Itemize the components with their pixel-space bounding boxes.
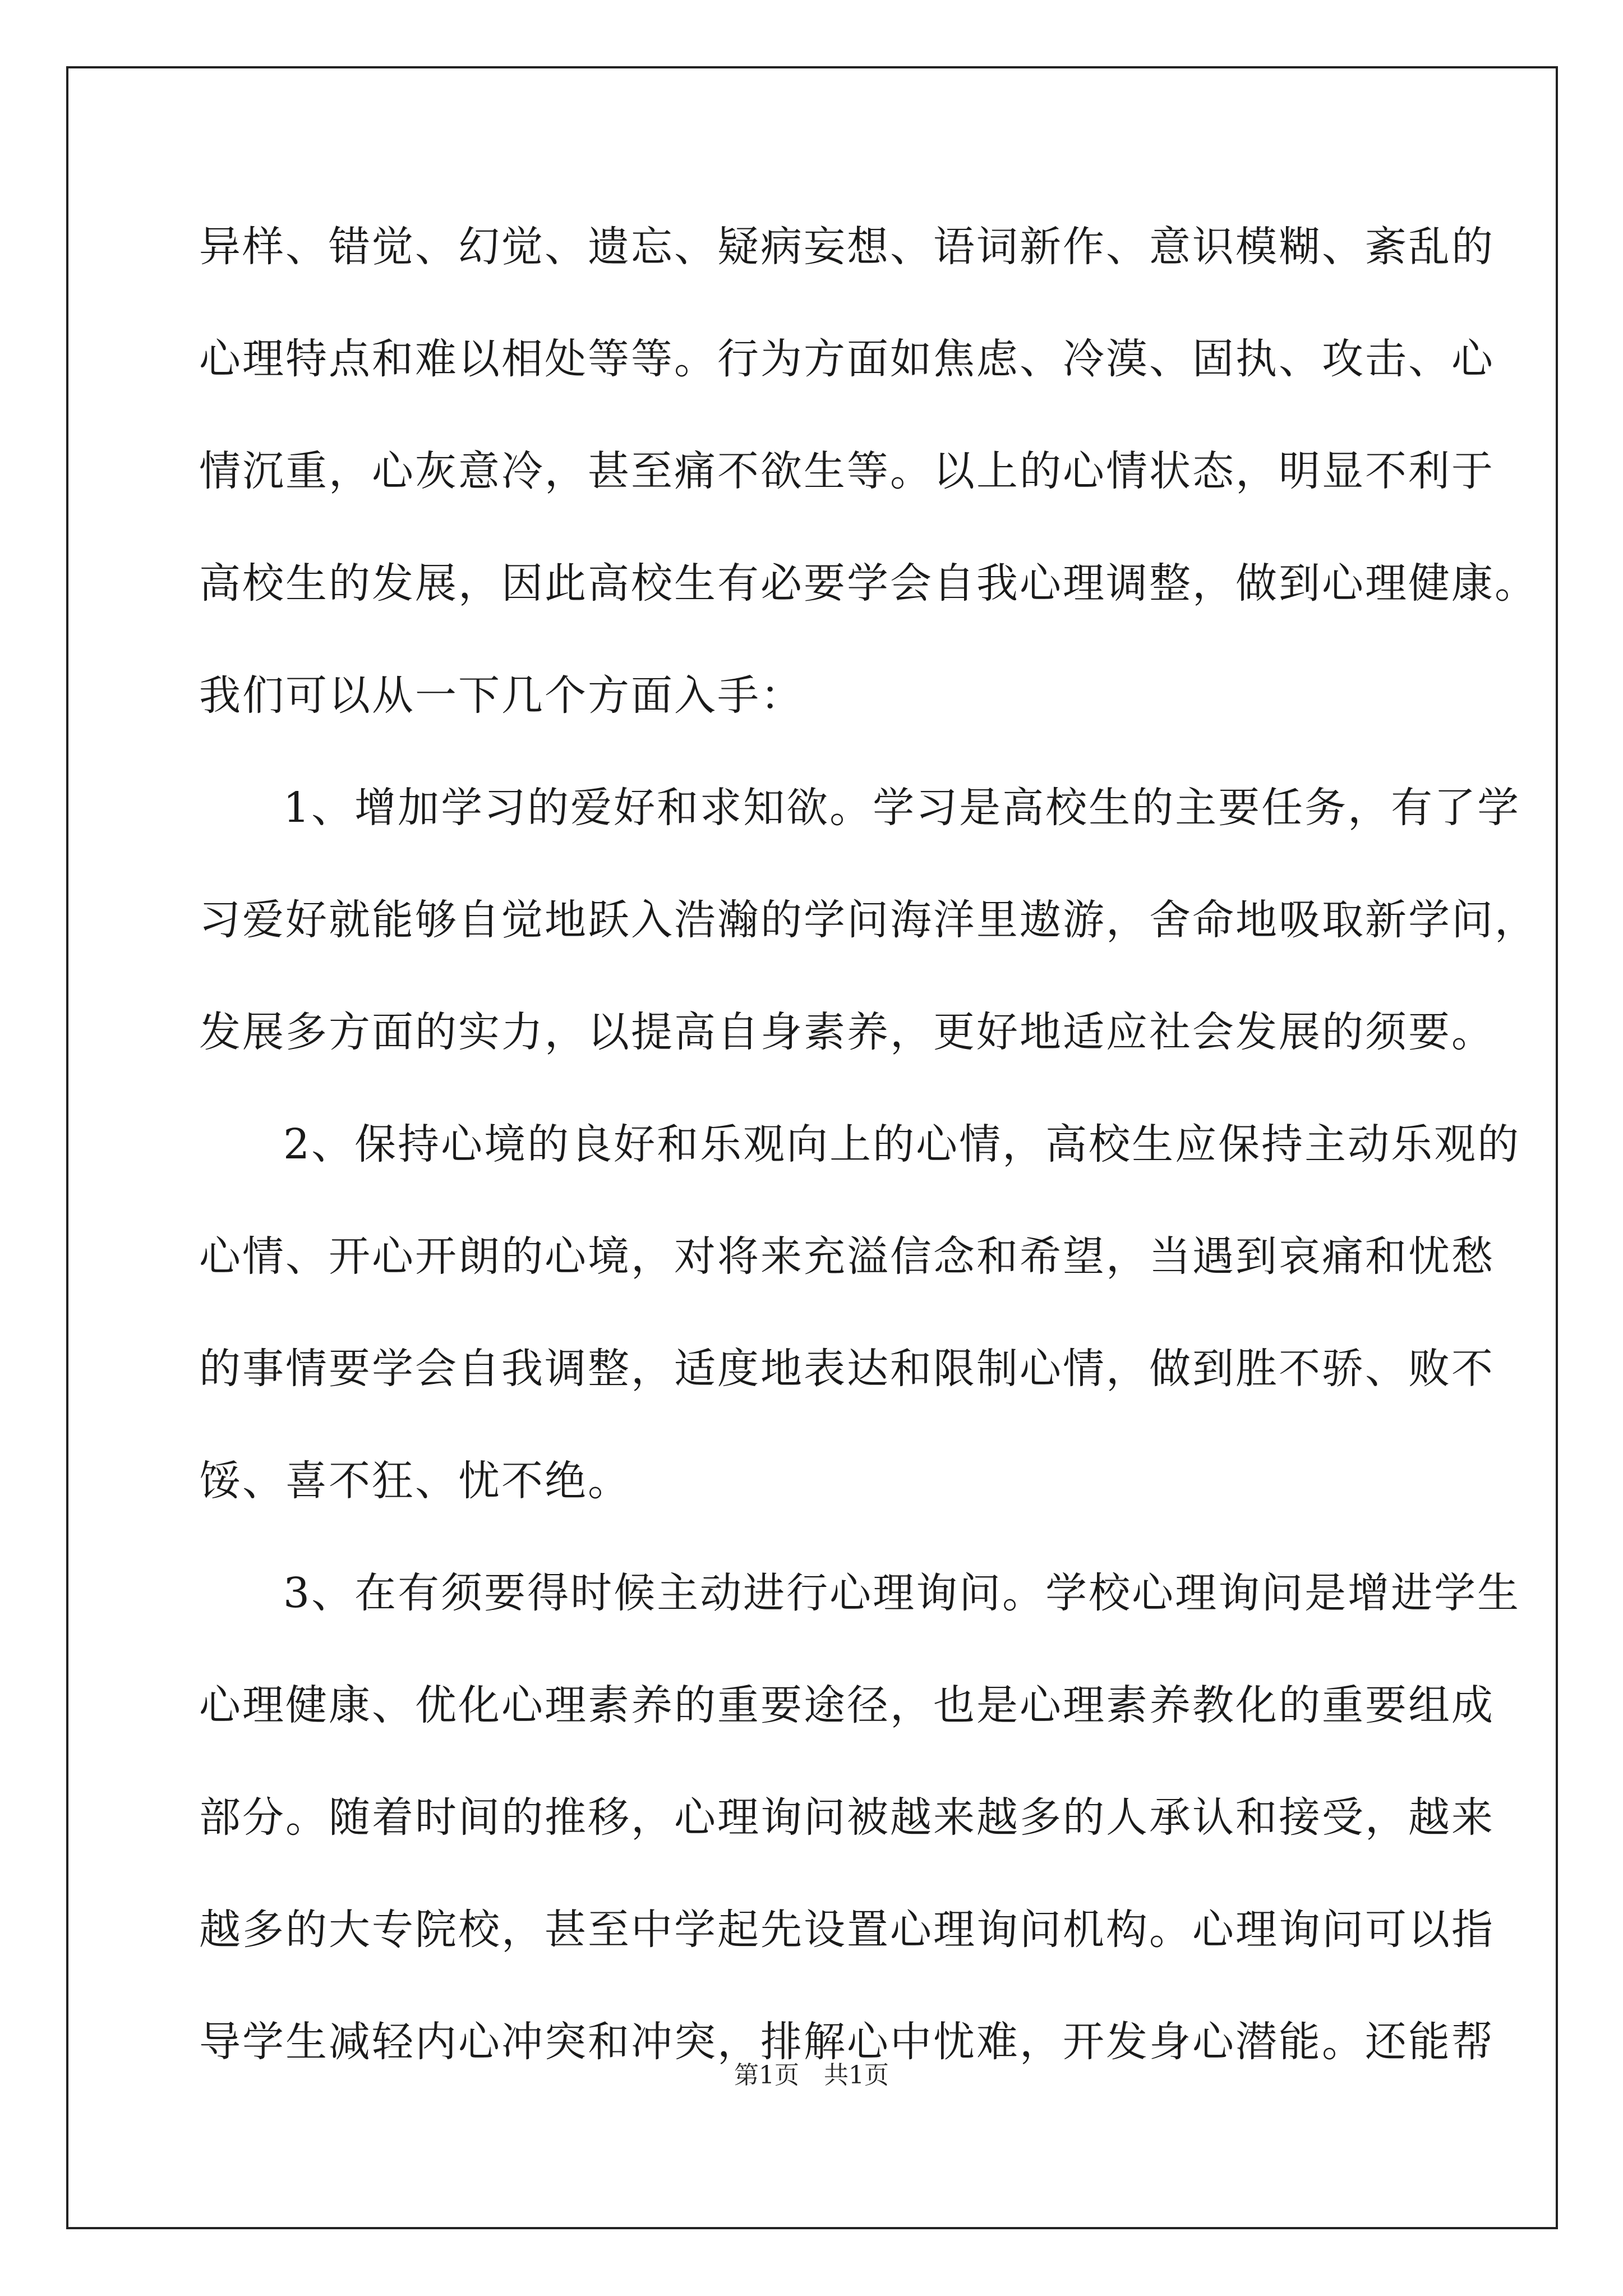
text-line: 部分。随着时间的推移，心理询问被越来越多的人承认和接受，越来 [199, 1793, 1495, 1842]
text-line: 情沉重，心灰意冷，甚至痛不欲生等。以上的心情状态，明显不利于 [199, 447, 1495, 495]
text-line: 我们可以从一下几个方面入手： [199, 671, 804, 720]
text-line: 习爱好就能够自觉地跃入浩瀚的学问海洋里遨游，舍命地吸取新学问， [199, 896, 1538, 944]
text-line: 心理健康、优化心理素养的重要途径，也是心理素养教化的重要组成 [199, 1681, 1495, 1729]
text-line: 越多的大专院校，甚至中学起先设置心理询问机构。心理询问可以指 [199, 1906, 1495, 1954]
text-line: 的事情要学会自我调整，适度地表达和限制心情，做到胜不骄、败不 [199, 1345, 1495, 1393]
page-number-footer: 第1页 共1页 [734, 2061, 889, 2090]
text-line: 高校生的发展，因此高校生有必要学会自我心理调整，做到心理健康。 [199, 559, 1538, 608]
paragraph-first-line: 3、在有须要得时候主动进行心理询问。学校心理询问是增进学生 [283, 1569, 1521, 1617]
paragraph-first-line: 2、保持心境的良好和乐观向上的心情，高校生应保持主动乐观的 [283, 1120, 1521, 1168]
text-line: 馁、喜不狂、忧不绝。 [199, 1457, 631, 1505]
text-line: 导学生减轻内心冲突和冲突，排解心中忧难，开发身心潜能。还能帮 [199, 2018, 1495, 2066]
text-line: 心情、开心开朗的心境，对将来充溢信念和希望，当遇到哀痛和忧愁 [199, 1232, 1495, 1281]
paragraph-first-line: 1、增加学习的爱好和求知欲。学习是高校生的主要任务，有了学 [283, 784, 1521, 832]
text-line: 发展多方面的实力，以提高自身素养，更好地适应社会发展的须要。 [199, 1008, 1495, 1056]
text-line: 心理特点和难以相处等等。行为方面如焦虑、冷漠、固执、攻击、心 [199, 335, 1495, 383]
text-line: 异样、错觉、幻觉、遗忘、疑病妄想、语词新作、意识模糊、紊乱的 [199, 223, 1495, 271]
